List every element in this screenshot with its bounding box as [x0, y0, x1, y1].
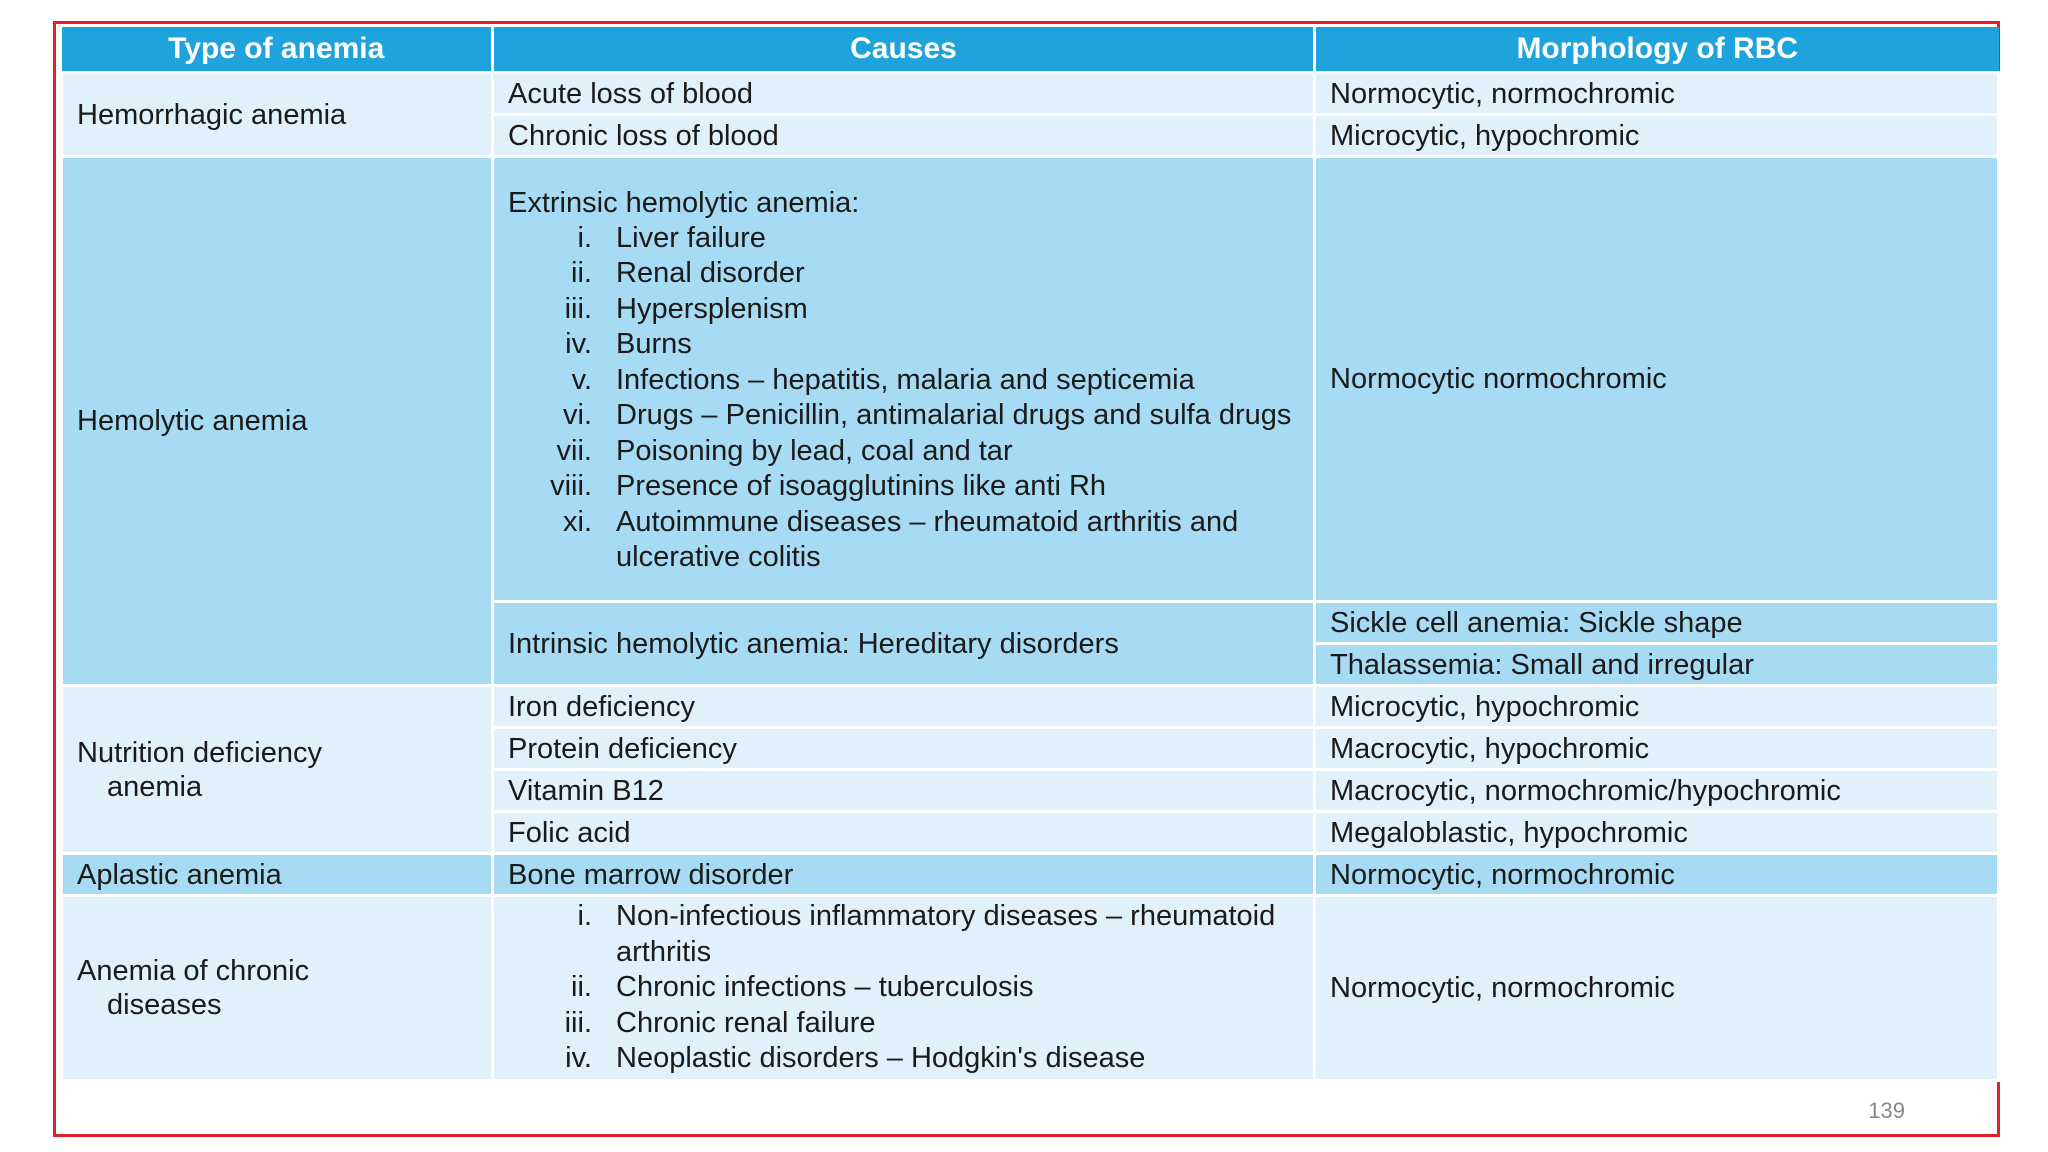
header-morphology: Morphology of RBC: [1315, 27, 1999, 73]
table-row: [62, 854, 1999, 896]
list-item: [508, 398, 1313, 434]
list-item: [508, 899, 1313, 970]
cause-cell: Iron deficiency: [493, 686, 1315, 728]
list-text: Chronic renal failure: [616, 1006, 876, 1039]
list-item: [508, 970, 1313, 1006]
list-text: Hypersplenism: [616, 292, 808, 325]
list-text: Presence of isoagglutinins like anti Rh: [616, 470, 1107, 502]
type-nutrition: [62, 686, 493, 854]
list-number: iv.: [565, 1042, 592, 1075]
list-number: ii.: [571, 257, 592, 289]
morph-chronic: Normocytic, normochromic: [1315, 896, 1999, 1081]
type-chronic: [62, 896, 493, 1081]
morph-cell: Microcytic, hypochromic: [1315, 686, 1999, 728]
cause-intrinsic: Intrinsic hemolytic anemia: Hereditary disorders: [493, 602, 1315, 686]
cause-cell: Acute loss of blood: [493, 73, 1315, 115]
morph-cell: Macrocytic, normochromic/hypochromic: [1315, 770, 1999, 812]
list-item: [508, 1041, 1313, 1077]
table-row: [62, 896, 1999, 1081]
type-line: diseases: [107, 989, 222, 1021]
type-line: Nutrition deficiency: [77, 736, 322, 769]
morph-cell: Sickle cell anemia: Sickle shape: [1315, 602, 1999, 644]
morph-cell: Microcytic, hypochromic: [1315, 115, 1999, 157]
list-text: Chronic infections – tuberculosis: [616, 971, 1034, 1004]
morph-cell: Normocytic, normochromic: [1315, 73, 1999, 115]
header-type: Type of anemia: [62, 27, 493, 73]
cause-extrinsic: [493, 157, 1315, 602]
list-item: [508, 256, 1313, 292]
list-text: Infections – hepatitis, malaria and septicemia: [616, 363, 1195, 396]
list-text: Liver failure: [616, 221, 766, 254]
list-text: Burns: [616, 328, 692, 360]
list-text: Autoimmune diseases – rheumatoid arthritis and ulcerative colitis: [616, 505, 1239, 573]
extrinsic-list: [508, 221, 1313, 576]
list-item: [508, 505, 1313, 576]
header-causes: Causes: [493, 27, 1315, 73]
type-hemolytic: Hemolytic anemia: [62, 157, 493, 686]
list-item: [508, 469, 1313, 505]
morph-cell: Megaloblastic, hypochromic: [1315, 812, 1999, 854]
cause-cell: Folic acid: [493, 812, 1315, 854]
type-line: anemia: [107, 770, 203, 803]
cause-chronic: [493, 896, 1315, 1081]
type-hemorrhagic: Hemorrhagic anemia: [62, 73, 493, 157]
list-text: Neoplastic disorders – Hodgkin's disease: [616, 1042, 1146, 1075]
type-line: Anemia of chronic: [77, 955, 310, 987]
list-item: [508, 434, 1313, 470]
list-item: [508, 1006, 1313, 1042]
cause-cell: Protein deficiency: [493, 728, 1315, 770]
list-item: [508, 327, 1313, 363]
list-text: Renal disorder: [616, 257, 805, 289]
list-text: Poisoning by lead, coal and tar: [616, 434, 1013, 467]
morph-extrinsic: Normocytic normochromic: [1315, 157, 1999, 602]
cause-cell: Vitamin B12: [493, 770, 1315, 812]
chronic-list: [508, 899, 1313, 1077]
header-row: [62, 27, 1999, 73]
cause-cell: Chronic loss of blood: [493, 115, 1315, 157]
list-number: i.: [577, 221, 592, 254]
list-number: vi.: [563, 399, 592, 431]
list-item: [508, 292, 1313, 328]
list-text: Non-infectious inflammatory diseases – rheumatoid arthritis: [616, 900, 1276, 968]
morph-cell: Macrocytic, hypochromic: [1315, 728, 1999, 770]
cause-cell: Bone marrow disorder: [493, 854, 1315, 896]
list-number: xi.: [563, 505, 592, 538]
list-number: v.: [571, 363, 592, 396]
list-number: iii.: [564, 292, 592, 325]
list-number: i.: [577, 900, 592, 933]
table-row: [62, 686, 1999, 728]
list-number: ii.: [571, 971, 592, 1004]
list-number: iii.: [564, 1006, 592, 1039]
list-item: [508, 221, 1313, 257]
list-number: iv.: [565, 328, 592, 360]
morph-cell: Normocytic, normochromic: [1315, 854, 1999, 896]
table-row: [62, 157, 1999, 602]
table-row: [62, 73, 1999, 115]
page-number: 139: [1868, 1098, 1905, 1123]
type-aplastic: Aplastic anemia: [62, 854, 493, 896]
list-number: vii.: [556, 434, 592, 467]
extrinsic-heading: Extrinsic hemolytic anemia:: [508, 186, 860, 219]
anemia-table: [60, 27, 2000, 1082]
list-item: [508, 363, 1313, 399]
list-text: Drugs – Penicillin, antimalarial drugs and sulfa drugs: [616, 399, 1292, 431]
morph-cell: Thalassemia: Small and irregular: [1315, 644, 1999, 686]
list-number: viii.: [550, 470, 592, 502]
